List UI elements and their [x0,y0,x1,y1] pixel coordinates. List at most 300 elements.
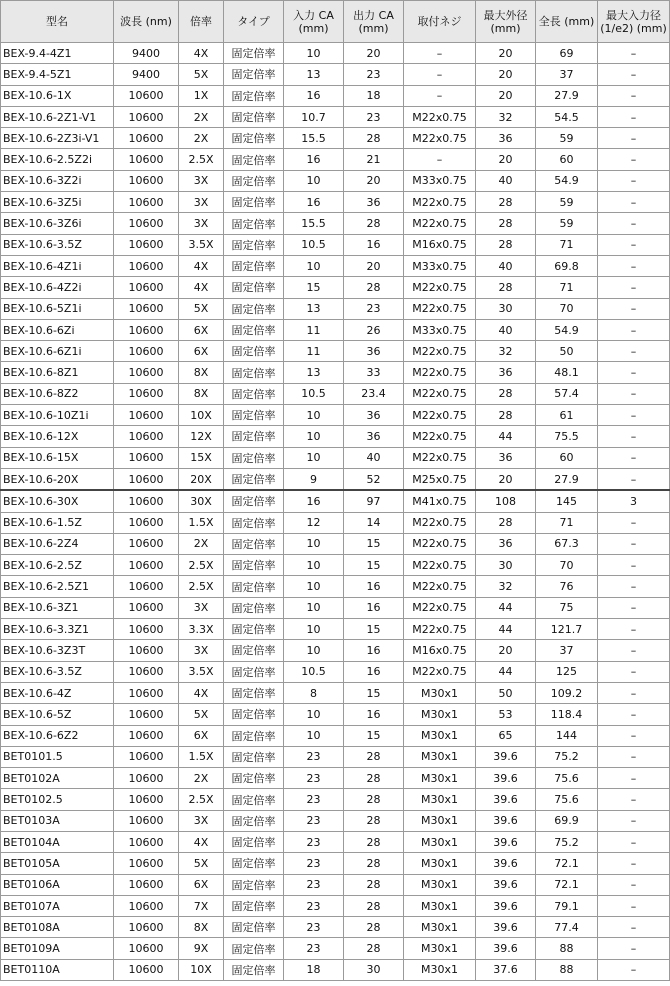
cell-max-outer-diameter: 28 [476,192,536,213]
cell-max-input-diameter: – [598,405,670,426]
cell-input-ca: 23 [284,789,344,810]
cell-model: BEX-10.6-8Z2 [1,383,114,404]
cell-model: BET0102A [1,768,114,789]
cell-mount-thread: M22x0.75 [404,192,476,213]
cell-magnification: 9X [179,938,224,959]
cell-magnification: 2.5X [179,149,224,170]
cell-max-input-diameter: – [598,447,670,468]
table-row [1,810,670,831]
cell-mount-thread: M22x0.75 [404,277,476,298]
cell-max-outer-diameter: 44 [476,661,536,682]
table-row [1,768,670,789]
cell-max-outer-diameter: 20 [476,640,536,661]
cell-max-input-diameter: – [598,555,670,576]
cell-type: 固定倍率 [224,213,284,234]
cell-type: 固定倍率 [224,619,284,640]
cell-total-length: 37 [536,64,598,85]
cell-wavelength: 10600 [114,619,179,640]
cell-model: BEX-10.6-8Z1 [1,362,114,383]
cell-total-length: 109.2 [536,682,598,703]
cell-mount-thread: M22x0.75 [404,341,476,362]
cell-total-length: 125 [536,661,598,682]
cell-output-ca: 36 [344,405,404,426]
cell-magnification: 6X [179,725,224,746]
table-row [1,341,670,362]
table-row [1,255,670,276]
cell-wavelength: 9400 [114,64,179,85]
cell-input-ca: 23 [284,853,344,874]
cell-type: 固定倍率 [224,490,284,512]
cell-output-ca: 28 [344,938,404,959]
cell-max-outer-diameter: 20 [476,468,536,490]
cell-input-ca: 10 [284,43,344,64]
cell-input-ca: 18 [284,959,344,980]
cell-max-outer-diameter: 20 [476,43,536,64]
cell-max-input-diameter: – [598,959,670,980]
cell-mount-thread: M22x0.75 [404,106,476,127]
table-row [1,149,670,170]
cell-output-ca: 28 [344,853,404,874]
cell-max-input-diameter: – [598,682,670,703]
table-row [1,490,670,512]
table-row [1,831,670,852]
cell-output-ca: 23 [344,106,404,127]
cell-max-input-diameter: – [598,341,670,362]
cell-max-input-diameter: – [598,43,670,64]
header-input-ca: 入力 CA (mm) [284,1,344,43]
cell-model: BEX-10.6-6Z1i [1,341,114,362]
cell-max-outer-diameter: 108 [476,490,536,512]
cell-magnification: 3X [179,640,224,661]
cell-mount-thread: M16x0.75 [404,234,476,255]
cell-max-outer-diameter: 40 [476,170,536,191]
cell-magnification: 3.5X [179,234,224,255]
cell-total-length: 54.9 [536,170,598,191]
cell-input-ca: 8 [284,682,344,703]
cell-input-ca: 10 [284,576,344,597]
cell-max-input-diameter: – [598,277,670,298]
cell-type: 固定倍率 [224,853,284,874]
cell-wavelength: 10600 [114,768,179,789]
table-row [1,938,670,959]
cell-magnification: 3X [179,170,224,191]
cell-max-outer-diameter: 39.6 [476,810,536,831]
cell-output-ca: 15 [344,555,404,576]
table-body [1,43,670,981]
cell-input-ca: 23 [284,768,344,789]
cell-output-ca: 20 [344,255,404,276]
cell-type: 固定倍率 [224,128,284,149]
cell-output-ca: 97 [344,490,404,512]
cell-max-input-diameter: – [598,149,670,170]
cell-wavelength: 9400 [114,43,179,64]
cell-max-outer-diameter: 40 [476,319,536,340]
cell-total-length: 144 [536,725,598,746]
cell-mount-thread: – [404,149,476,170]
cell-max-outer-diameter: 39.6 [476,768,536,789]
header-max-input-diameter: 最大入力径 (1/e2) (mm) [598,1,670,43]
cell-max-input-diameter: – [598,938,670,959]
cell-total-length: 79.1 [536,895,598,916]
cell-model: BET0107A [1,895,114,916]
cell-type: 固定倍率 [224,704,284,725]
cell-total-length: 77.4 [536,917,598,938]
cell-max-input-diameter: – [598,213,670,234]
cell-input-ca: 10 [284,447,344,468]
table-row [1,661,670,682]
cell-model: BET0109A [1,938,114,959]
cell-model: BEX-9.4-5Z1 [1,64,114,85]
cell-magnification: 8X [179,917,224,938]
cell-input-ca: 23 [284,746,344,767]
cell-total-length: 76 [536,576,598,597]
cell-magnification: 4X [179,831,224,852]
table-row [1,234,670,255]
cell-wavelength: 10600 [114,789,179,810]
cell-total-length: 71 [536,512,598,533]
cell-output-ca: 40 [344,447,404,468]
cell-type: 固定倍率 [224,746,284,767]
cell-input-ca: 10 [284,170,344,191]
header-magnification: 倍率 [179,1,224,43]
cell-max-outer-diameter: 28 [476,213,536,234]
cell-max-outer-diameter: 36 [476,447,536,468]
cell-input-ca: 11 [284,319,344,340]
table-row [1,874,670,895]
cell-input-ca: 13 [284,298,344,319]
cell-type: 固定倍率 [224,874,284,895]
table-row [1,106,670,127]
cell-input-ca: 23 [284,874,344,895]
cell-model: BET0104A [1,831,114,852]
cell-max-outer-diameter: 39.6 [476,853,536,874]
cell-input-ca: 12 [284,512,344,533]
cell-mount-thread: M22x0.75 [404,533,476,554]
cell-output-ca: 20 [344,170,404,191]
cell-mount-thread: M33x0.75 [404,319,476,340]
cell-model: BET0101.5 [1,746,114,767]
cell-magnification: 3X [179,810,224,831]
table-row [1,64,670,85]
cell-wavelength: 10600 [114,555,179,576]
cell-max-outer-diameter: 20 [476,85,536,106]
cell-output-ca: 28 [344,746,404,767]
cell-mount-thread: M16x0.75 [404,640,476,661]
cell-model: BEX-10.6-5Z [1,704,114,725]
cell-input-ca: 10 [284,619,344,640]
cell-wavelength: 10600 [114,383,179,404]
cell-magnification: 3.5X [179,661,224,682]
header-mount-thread: 取付ネジ [404,1,476,43]
cell-model: BEX-10.6-3.5Z [1,234,114,255]
cell-type: 固定倍率 [224,725,284,746]
cell-model: BEX-10.6-30X [1,490,114,512]
cell-magnification: 2.5X [179,555,224,576]
header-wavelength: 波長 (nm) [114,1,179,43]
cell-input-ca: 15 [284,277,344,298]
cell-input-ca: 10 [284,640,344,661]
cell-max-input-diameter: – [598,810,670,831]
table-row [1,895,670,916]
table-row [1,789,670,810]
cell-total-length: 118.4 [536,704,598,725]
cell-magnification: 30X [179,490,224,512]
cell-model: BEX-10.6-3.3Z1 [1,619,114,640]
cell-max-outer-diameter: 30 [476,555,536,576]
cell-input-ca: 10 [284,426,344,447]
cell-output-ca: 15 [344,682,404,703]
cell-type: 固定倍率 [224,938,284,959]
cell-model: BET0105A [1,853,114,874]
cell-magnification: 8X [179,362,224,383]
cell-output-ca: 21 [344,149,404,170]
cell-output-ca: 28 [344,789,404,810]
cell-mount-thread: M22x0.75 [404,619,476,640]
cell-mount-thread: M22x0.75 [404,555,476,576]
cell-wavelength: 10600 [114,959,179,980]
cell-model: BEX-10.6-2.5Z [1,555,114,576]
cell-output-ca: 36 [344,341,404,362]
cell-max-outer-diameter: 28 [476,234,536,255]
cell-model: BEX-10.6-2.5Z1 [1,576,114,597]
cell-input-ca: 16 [284,85,344,106]
cell-magnification: 2X [179,106,224,127]
cell-max-input-diameter: – [598,768,670,789]
table-row [1,383,670,404]
cell-type: 固定倍率 [224,298,284,319]
cell-total-length: 75.5 [536,426,598,447]
cell-type: 固定倍率 [224,447,284,468]
cell-mount-thread: M25x0.75 [404,468,476,490]
cell-total-length: 37 [536,640,598,661]
cell-wavelength: 10600 [114,341,179,362]
cell-total-length: 48.1 [536,362,598,383]
table-row [1,533,670,554]
cell-max-outer-diameter: 39.6 [476,789,536,810]
cell-max-input-diameter: – [598,853,670,874]
cell-total-length: 75.2 [536,746,598,767]
cell-model: BEX-10.6-6Zi [1,319,114,340]
cell-wavelength: 10600 [114,149,179,170]
cell-magnification: 4X [179,277,224,298]
cell-type: 固定倍率 [224,362,284,383]
cell-max-input-diameter: – [598,85,670,106]
cell-max-outer-diameter: 30 [476,298,536,319]
cell-total-length: 54.5 [536,106,598,127]
cell-output-ca: 14 [344,512,404,533]
cell-model: BEX-9.4-4Z1 [1,43,114,64]
cell-model: BEX-10.6-1X [1,85,114,106]
cell-mount-thread: M22x0.75 [404,383,476,404]
table-row [1,597,670,618]
cell-wavelength: 10600 [114,640,179,661]
cell-magnification: 6X [179,874,224,895]
cell-total-length: 54.9 [536,319,598,340]
cell-output-ca: 28 [344,128,404,149]
cell-wavelength: 10600 [114,576,179,597]
cell-type: 固定倍率 [224,640,284,661]
cell-max-outer-diameter: 44 [476,619,536,640]
cell-output-ca: 20 [344,43,404,64]
cell-max-outer-diameter: 65 [476,725,536,746]
cell-type: 固定倍率 [224,768,284,789]
cell-input-ca: 23 [284,917,344,938]
cell-type: 固定倍率 [224,234,284,255]
cell-total-length: 59 [536,213,598,234]
cell-wavelength: 10600 [114,468,179,490]
cell-type: 固定倍率 [224,555,284,576]
cell-input-ca: 10 [284,597,344,618]
cell-input-ca: 13 [284,64,344,85]
cell-mount-thread: M30x1 [404,831,476,852]
cell-max-input-diameter: – [598,298,670,319]
cell-input-ca: 10.5 [284,234,344,255]
cell-input-ca: 15.5 [284,213,344,234]
cell-max-outer-diameter: 53 [476,704,536,725]
cell-magnification: 3X [179,213,224,234]
cell-output-ca: 52 [344,468,404,490]
cell-model: BEX-10.6-4Z2i [1,277,114,298]
cell-max-input-diameter: – [598,319,670,340]
cell-magnification: 10X [179,405,224,426]
cell-total-length: 59 [536,192,598,213]
cell-mount-thread: M41x0.75 [404,490,476,512]
cell-output-ca: 28 [344,810,404,831]
cell-input-ca: 16 [284,192,344,213]
cell-model: BEX-10.6-3Z3T [1,640,114,661]
cell-output-ca: 28 [344,917,404,938]
cell-total-length: 88 [536,938,598,959]
cell-type: 固定倍率 [224,789,284,810]
cell-magnification: 10X [179,959,224,980]
cell-type: 固定倍率 [224,405,284,426]
cell-type: 固定倍率 [224,533,284,554]
cell-type: 固定倍率 [224,255,284,276]
header-max-outer-diameter: 最大外径 (mm) [476,1,536,43]
cell-total-length: 75.6 [536,768,598,789]
cell-magnification: 5X [179,704,224,725]
cell-total-length: 67.3 [536,533,598,554]
cell-model: BET0110A [1,959,114,980]
cell-wavelength: 10600 [114,405,179,426]
cell-max-outer-diameter: 28 [476,512,536,533]
cell-max-outer-diameter: 36 [476,362,536,383]
cell-magnification: 5X [179,853,224,874]
cell-total-length: 121.7 [536,619,598,640]
cell-output-ca: 28 [344,213,404,234]
cell-mount-thread: M30x1 [404,704,476,725]
cell-input-ca: 23 [284,831,344,852]
cell-output-ca: 18 [344,85,404,106]
cell-model: BET0106A [1,874,114,895]
cell-model: BEX-10.6-3Z1 [1,597,114,618]
cell-max-input-diameter: – [598,533,670,554]
cell-max-outer-diameter: 20 [476,149,536,170]
cell-type: 固定倍率 [224,597,284,618]
cell-type: 固定倍率 [224,895,284,916]
cell-total-length: 50 [536,341,598,362]
cell-input-ca: 23 [284,810,344,831]
cell-max-outer-diameter: 39.6 [476,895,536,916]
cell-mount-thread: M30x1 [404,917,476,938]
cell-magnification: 6X [179,319,224,340]
table-row [1,853,670,874]
cell-output-ca: 28 [344,895,404,916]
cell-magnification: 2.5X [179,576,224,597]
cell-max-outer-diameter: 50 [476,682,536,703]
header-output-ca: 出力 CA (mm) [344,1,404,43]
cell-total-length: 88 [536,959,598,980]
cell-wavelength: 10600 [114,682,179,703]
cell-model: BEX-10.6-3Z5i [1,192,114,213]
header-total-length: 全長 (mm) [536,1,598,43]
cell-max-input-diameter: – [598,362,670,383]
table-row [1,85,670,106]
cell-mount-thread: M30x1 [404,746,476,767]
cell-output-ca: 30 [344,959,404,980]
cell-type: 固定倍率 [224,426,284,447]
cell-mount-thread: M30x1 [404,938,476,959]
cell-wavelength: 10600 [114,874,179,895]
cell-max-input-diameter: – [598,789,670,810]
cell-input-ca: 10 [284,725,344,746]
cell-wavelength: 10600 [114,128,179,149]
cell-wavelength: 10600 [114,255,179,276]
cell-output-ca: 28 [344,831,404,852]
cell-mount-thread: M30x1 [404,959,476,980]
cell-max-input-diameter: – [598,831,670,852]
cell-magnification: 12X [179,426,224,447]
cell-output-ca: 28 [344,768,404,789]
cell-mount-thread: M22x0.75 [404,576,476,597]
cell-max-input-diameter: – [598,255,670,276]
cell-max-input-diameter: – [598,383,670,404]
cell-magnification: 5X [179,298,224,319]
header-model: 型名 [1,1,114,43]
cell-type: 固定倍率 [224,512,284,533]
cell-magnification: 4X [179,682,224,703]
cell-output-ca: 36 [344,426,404,447]
table-row [1,128,670,149]
cell-type: 固定倍率 [224,959,284,980]
cell-total-length: 27.9 [536,468,598,490]
cell-input-ca: 23 [284,895,344,916]
cell-wavelength: 10600 [114,704,179,725]
cell-wavelength: 10600 [114,490,179,512]
cell-total-length: 69 [536,43,598,64]
cell-model: BEX-10.6-2Z4 [1,533,114,554]
cell-magnification: 4X [179,43,224,64]
cell-type: 固定倍率 [224,149,284,170]
cell-max-input-diameter: – [598,234,670,255]
cell-max-outer-diameter: 28 [476,277,536,298]
cell-max-input-diameter: – [598,725,670,746]
cell-model: BEX-10.6-20X [1,468,114,490]
cell-max-input-diameter: – [598,170,670,191]
cell-total-length: 71 [536,277,598,298]
cell-max-input-diameter: – [598,64,670,85]
cell-total-length: 69.8 [536,255,598,276]
cell-max-input-diameter: – [598,426,670,447]
table-row [1,746,670,767]
cell-type: 固定倍率 [224,43,284,64]
table-row [1,405,670,426]
cell-model: BET0102.5 [1,789,114,810]
cell-wavelength: 10600 [114,192,179,213]
cell-max-input-diameter: – [598,192,670,213]
cell-total-length: 69.9 [536,810,598,831]
cell-input-ca: 10.5 [284,383,344,404]
